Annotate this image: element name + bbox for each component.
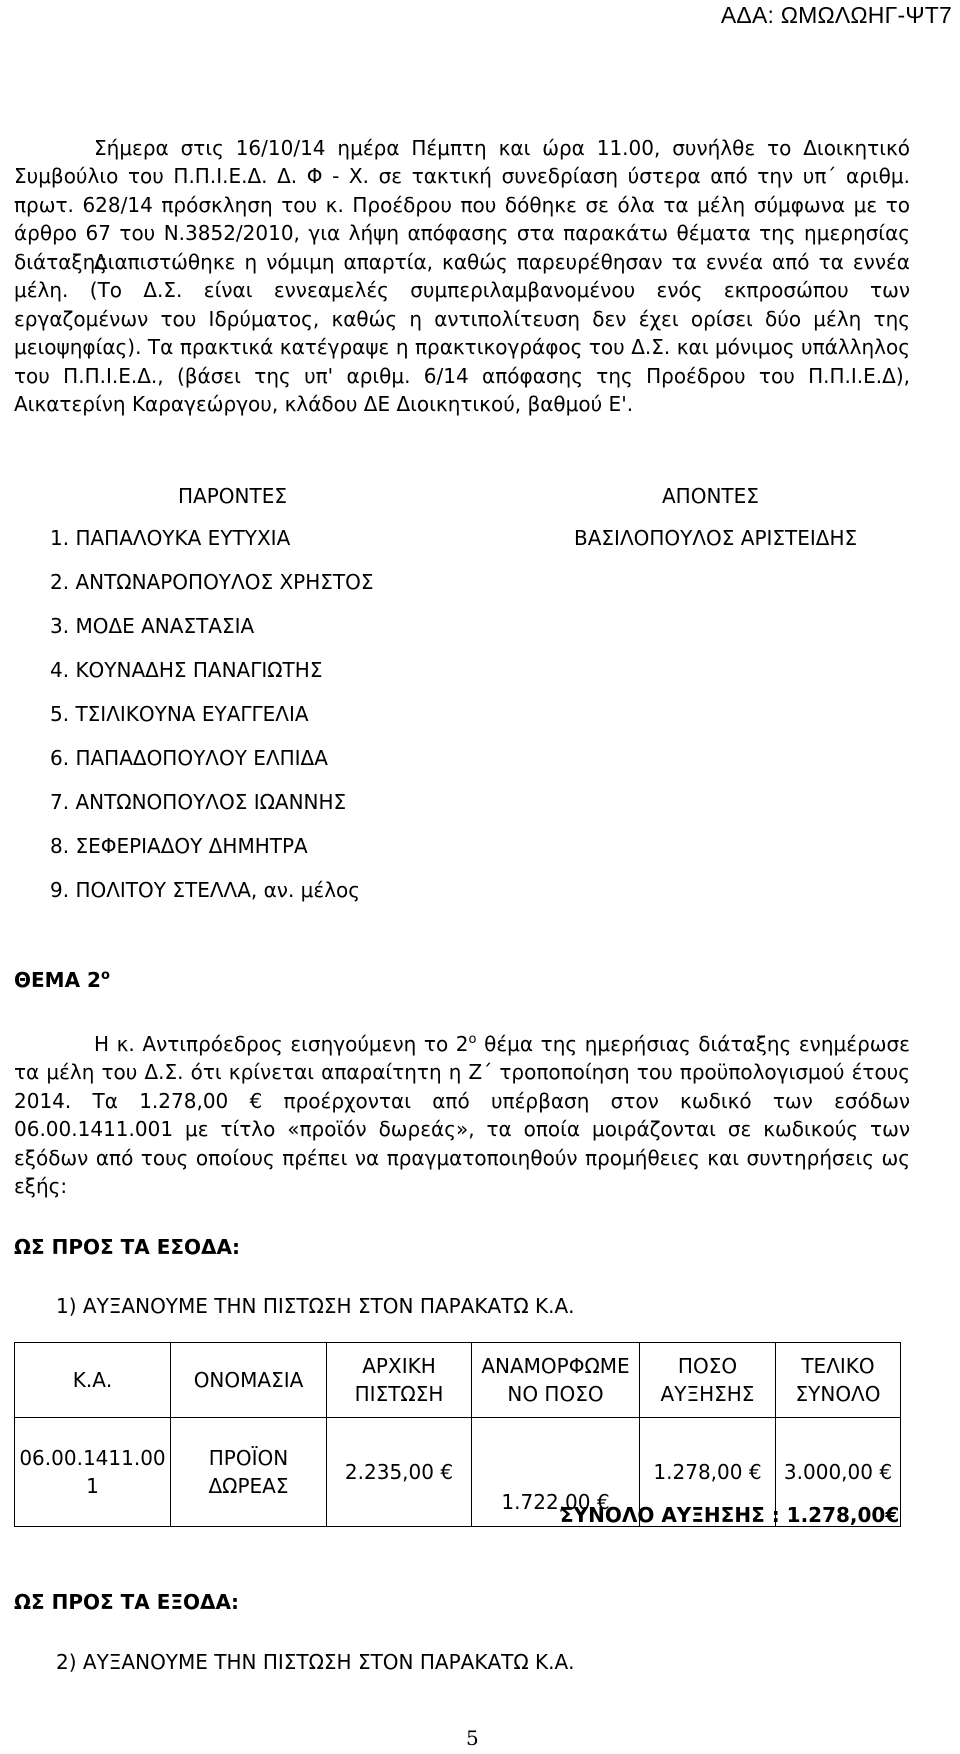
- table-cell: 1.722,00 €: [472, 1418, 640, 1527]
- table-cell: 2.235,00 €: [327, 1418, 472, 1527]
- present-member: 9. ΠΟΛΙΤΟΥ ΣΤΕΛΛΑ, αν. μέλος: [50, 878, 360, 902]
- table-cell: ΠΡΟΪΟΝ ΔΩΡΕΑΣ: [171, 1418, 327, 1527]
- table-header-cell: ΠΟΣΟ ΑΥΞΗΣΗΣ: [640, 1343, 776, 1418]
- page-number: 5: [466, 1726, 479, 1750]
- table-cell: 1.278,00 €: [640, 1418, 776, 1527]
- expenses-heading: ΩΣ ΠΡΟΣ ΤΑ ΕΞΟΔΑ:: [14, 1590, 239, 1614]
- table-header-row: [15, 1343, 901, 1418]
- intro-paragraph: Σήμερα στις 16/10/14 ημέρα Πέμπτη και ώρα 11.00, συνήλθε το Διοικητικό Συμβούλιο του Π.Π.Ι.Ε.Δ. Δ. Φ - Χ. σε τακτική συνεδρίαση ύστερα από την υπ΄ αριθμ. πρωτ. 628/14 πρόσκληση του κ. Προέδρου που δόθηκε σε όλα τα μέλη σύμφωνα με το άρθρο 67 του Ν.3852/2010, για λήψη απόφασης στα παρακάτω θέματα της ημερησίας διάταξης: [14, 136, 910, 274]
- absent-member: ΒΑΣΙΛΟΠΟΥΛΟΣ ΑΡΙΣΤΕΙΔΗΣ: [574, 526, 858, 550]
- expenses-item: 2) ΑΥΞΑΝΟΥΜΕ ΤΗΝ ΠΙΣΤΩΣΗ ΣΤΟΝ ΠΑΡΑΚΑΤΩ Κ.Α.: [56, 1650, 575, 1674]
- present-member: 5. ΤΣΙΛΙΚΟΥΝΑ ΕΥΑΓΓΕΛΙΑ: [50, 702, 309, 726]
- table-cell: 06.00.1411.00 1: [15, 1418, 171, 1527]
- table-header-cell: ΟΝΟΜΑΣΙΑ: [171, 1343, 327, 1418]
- revenue-total: ΣΥΝΟΛΟ ΑΥΞΗΣΗΣ : 1.278,00€: [560, 1503, 900, 1527]
- revenue-table: [14, 1342, 901, 1527]
- theme-paragraph: Η κ. Αντιπρόεδρος εισηγούμενη το $2^o$ θέμα της ημερήσιας διάταξης ενημέρωσε τα μέλη του Δ.Σ. ότι κρίνεται απαραίτητη η Ζ΄ τροποποίηση του προϋπολογισμού έτους 2014. Τα 1.278,00 € προέρχονται από υπέρβαση στον κωδικό των εσόδων 06.00.1411.001 με τίτλο «προϊόν δωρεάς», τα οποία μοιράζονται σε κωδικούς των εξόδων από τους οποίους πρέπει να πραγματοποιηθούν προμήθειες και συντηρήσεις ως εξής:: [14, 1032, 910, 1199]
- revenue-heading: ΩΣ ΠΡΟΣ ΤΑ ΕΣΟΔΑ:: [14, 1235, 241, 1259]
- table-header-cell: Κ.Α.: [15, 1343, 171, 1418]
- present-member: 4. ΚΟΥΝΑΔΗΣ ΠΑΝΑΓΙΩΤΗΣ: [50, 658, 323, 682]
- revenue-item: 1) ΑΥΞΑΝΟΥΜΕ ΤΗΝ ΠΙΣΤΩΣΗ ΣΤΟΝ ΠΑΡΑΚΑΤΩ Κ.Α.: [56, 1294, 575, 1318]
- ada-code: ΑΔΑ: ΩΜΩΛΩΗΓ-ΨΤ7: [720, 2, 952, 28]
- present-member: 7. ΑΝΤΩΝΟΠΟΥΛΟΣ ΙΩΑΝΝΗΣ: [50, 790, 347, 814]
- quorum-paragraph: Διαπιστώθηκε η νόμιμη απαρτία, καθώς παρευρέθησαν τα εννέα από τα εννέα μέλη. (Το Δ.Σ. είναι εννεαμελές συμπεριλαμβανομένου ενός εκπροσώπου των εργαζομένων του Ιδρύματος, καθώς η αντιπολίτευση δεν έχει ορίσει δύο μέλη της μειοψηφίας). Τα πρακτικά κατέγραψε η πρακτικογράφος του Δ.Σ. και μόνιμος υπάλληλος του Π.Π.Ι.Ε.Δ., (βάσει της υπ' αριθμ. 6/14 απόφασης της Προέδρου του Π.Π.Ι.Ε.Δ), Αικατερίνη Καραγεώργου, κλάδου ΔΕ Διοικητικού, βαθμού Ε'.: [14, 250, 910, 417]
- table-header-cell: ΤΕΛΙΚΟ ΣΥΝΟΛΟ: [776, 1343, 901, 1418]
- theme-title: ΘΕΜΑ $2^o$: [14, 968, 110, 992]
- table-cell: 3.000,00 €: [776, 1418, 901, 1527]
- present-title: ΠΑΡΟΝΤΕΣ: [178, 484, 287, 508]
- table-header-cell: ΑΡΧΙΚΗ ΠΙΣΤΩΣΗ: [327, 1343, 472, 1418]
- table-header-cell: ΑΝΑΜΟΡΦΩΜΕ ΝΟ ΠΟΣΟ: [472, 1343, 640, 1418]
- present-member: 6. ΠΑΠΑΔΟΠΟΥΛΟΥ ΕΛΠΙΔΑ: [50, 746, 328, 770]
- present-member: 8. ΣΕΦΕΡΙΑΔΟΥ ΔΗΜΗΤΡΑ: [50, 834, 308, 858]
- absent-title: ΑΠΟΝΤΕΣ: [662, 484, 759, 508]
- present-member: 3. ΜΟΔΕ ΑΝΑΣΤΑΣΙΑ: [50, 614, 255, 638]
- present-member: 2. ΑΝΤΩΝΑΡΟΠΟΥΛΟΣ ΧΡΗΣΤΟΣ: [50, 570, 374, 594]
- present-member: 1. ΠΑΠΑΛΟΥΚΑ ΕΥΤΥΧΙΑ: [50, 526, 291, 550]
